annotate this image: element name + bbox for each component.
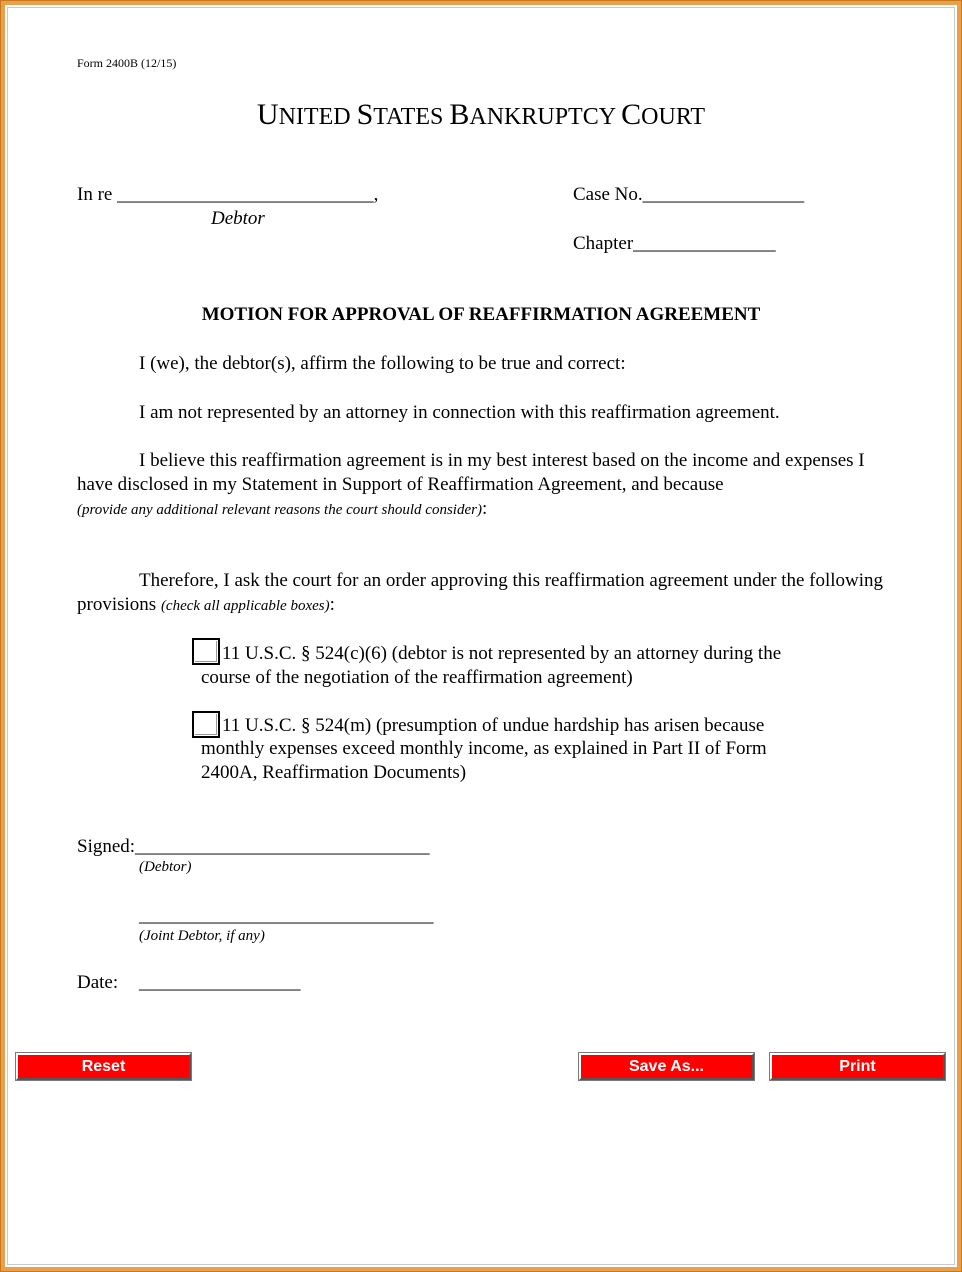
option-524m-line2: monthly expenses exceed monthly income, as explained in Part II of Form	[201, 738, 767, 759]
reset-button[interactable]: Reset	[16, 1053, 191, 1080]
court-title: UNITED STATES BANKRUPTCY COURT	[256, 98, 706, 131]
option-524m-line1: 11 U.S.C. § 524(m) (presumption of undue hardship has arisen because	[222, 715, 765, 736]
motion-title: MOTION FOR APPROVAL OF REAFFIRMATION AGREEMENT	[201, 304, 761, 325]
option-524c6-line2: course of the negotiation of the reaffirmation agreement)	[201, 667, 633, 688]
option-524m-line3: 2400A, Reaffirmation Documents)	[201, 762, 467, 783]
form-number: Form 2400B (12/15)	[77, 56, 177, 70]
date-field[interactable]: _________________	[139, 972, 301, 993]
print-button[interactable]: Print	[770, 1053, 945, 1080]
option-524c6-line1: 11 U.S.C. § 524(c)(6) (debtor is not represented by an attorney during the	[222, 643, 782, 664]
chapter-field[interactable]: Chapter_______________	[573, 233, 776, 254]
paragraph-not-represented: I am not represented by an attorney in connection with this reaffirmation agreement.	[139, 402, 780, 423]
paragraph-affirm: I (we), the debtor(s), affirm the following to be true and correct:	[139, 353, 626, 374]
save-as-button[interactable]: Save As...	[579, 1053, 754, 1080]
in-re-field[interactable]: In re ___________________________,	[77, 184, 379, 205]
joint-debtor-signature-field[interactable]: _______________________________	[139, 905, 434, 926]
debtor-caption-label: Debtor	[211, 208, 265, 229]
joint-debtor-signature-label: (Joint Debtor, if any)	[139, 928, 265, 944]
date-label: Date:	[77, 972, 119, 993]
checkbox-524c6[interactable]	[192, 638, 220, 665]
case-number-field[interactable]: Case No._________________	[573, 184, 805, 205]
debtor-signature-label: (Debtor)	[139, 859, 192, 875]
paragraph-best-interest: I believe this reaffirmation agreement is in my best interest based on the income and expenses I have disclosed in my Statement in Support of Reaffirmation Agreement, and because (provide any additional relevant reasons the court should consider):	[77, 450, 865, 519]
checkbox-524m[interactable]	[192, 711, 220, 738]
paragraph-therefore: Therefore, I ask the court for an order approving this reaffirmation agreement under the following provisions (check all applicable boxes):	[77, 570, 884, 615]
signed-field[interactable]: Signed:_______________________________	[77, 836, 430, 857]
